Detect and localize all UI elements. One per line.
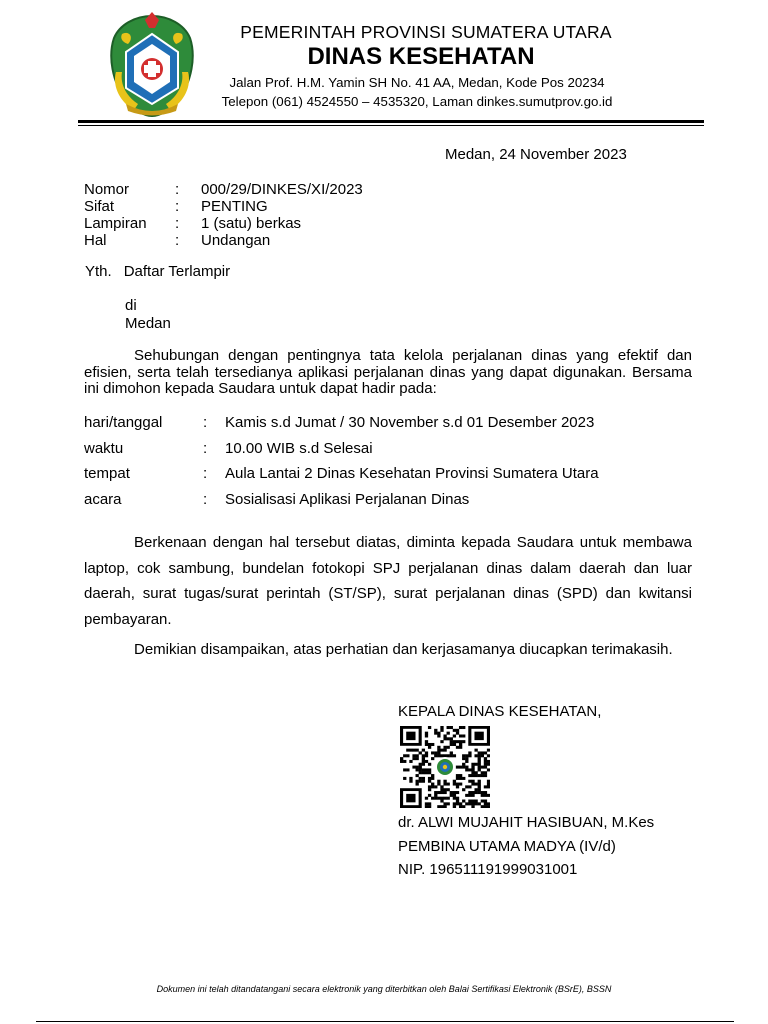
intro-paragraph: Sehubungan dengan pentingnya tata kelola perjalanan dinas yang efektif dan efisien, serta telah tersedianya aplikasi perjalanan dinas yang dapat digunakan. Bersama ini dimohon kepada Saudara untuk dapat hadir pada: bbox=[84, 347, 692, 397]
meta-colon: : bbox=[175, 215, 180, 232]
meta-value: Undangan bbox=[201, 232, 271, 249]
detail-value: 10.00 WIB s.d Selesai bbox=[225, 439, 373, 457]
letterhead-divider bbox=[78, 120, 704, 123]
meta-label: Sifat bbox=[84, 198, 115, 215]
meta-colon: : bbox=[175, 198, 180, 215]
recipient-line bbox=[85, 263, 230, 280]
detail-colon: : bbox=[203, 465, 208, 482]
detail-value: Kamis s.d Jumat / 30 November s.d 01 Desember 2023 bbox=[225, 414, 595, 431]
body-paragraph: Berkenaan dengan hal tersebut diatas, diminta kepada Saudara untuk membawa laptop, cok sambung, bundelan fotokopi SPJ perjalanan dinas dalam daerah dan luar daerah, surat tugas/surat perintah (ST/SP), surat perjalanan dinas (SPD) dan kwitansi pembayaran. bbox=[84, 534, 692, 628]
recipient-di: di bbox=[125, 297, 137, 314]
esign-footnote: Dokumen ini telah ditandatangani secara elektronik yang diterbitkan oleh Balai Sertifikasi Elektronik (BSrE), BSSN bbox=[156, 984, 612, 994]
bottom-rule bbox=[36, 1021, 734, 1022]
meta-colon: : bbox=[175, 232, 180, 249]
qr-code-icon bbox=[400, 726, 490, 808]
letterhead-divider-thin bbox=[78, 125, 704, 126]
recipient-prefix: Yth. bbox=[85, 263, 112, 280]
meta-value: 000/29/DINKES/XI/2023 bbox=[201, 181, 363, 198]
detail-value: Sosialisasi Aplikasi Perjalanan Dinas bbox=[225, 490, 470, 508]
detail-colon: : bbox=[203, 439, 208, 457]
provincial-emblem-icon bbox=[108, 12, 196, 118]
meta-row-sifat bbox=[84, 198, 363, 215]
letterhead-agency: DINAS KESEHATAN bbox=[307, 43, 535, 70]
meta-label: Hal bbox=[84, 232, 107, 249]
meta-value: 1 (satu) berkas bbox=[201, 215, 302, 232]
signatory-position: KEPALA DINAS KESEHATAN, bbox=[398, 703, 602, 720]
detail-value: Aula Lantai 2 Dinas Kesehatan Provinsi Sumatera Utara bbox=[225, 465, 599, 482]
letterhead-government: PEMERINTAH PROVINSI SUMATERA UTARA bbox=[240, 22, 612, 42]
signatory-rank: PEMBINA UTAMA MADYA (IV/d) bbox=[398, 837, 616, 855]
letter-meta-table bbox=[84, 181, 363, 249]
letter-date: Medan, 24 November 2023 bbox=[445, 146, 627, 163]
meta-value: PENTING bbox=[201, 198, 268, 215]
closing-paragraph: Demikian disampaikan, atas perhatian dan kerjasamanya diucapkan terimakasih. bbox=[134, 641, 673, 658]
detail-colon: : bbox=[203, 414, 208, 431]
recipient-city: Medan bbox=[125, 315, 171, 332]
meta-label: Lampiran bbox=[84, 215, 147, 232]
letterhead-contact: Telepon (061) 4524550 – 4535320, Laman dinkes.sumutprov.go.id bbox=[221, 94, 613, 109]
letterhead-address: Jalan Prof. H.M. Yamin SH No. 41 AA, Medan, Kode Pos 20234 bbox=[229, 75, 605, 90]
meta-colon: : bbox=[175, 181, 180, 198]
detail-label: tempat bbox=[84, 465, 130, 482]
signatory-name: dr. ALWI MUJAHIT HASIBUAN, M.Kes bbox=[398, 814, 655, 831]
meta-row-hal bbox=[84, 232, 363, 249]
detail-label: acara bbox=[84, 490, 122, 508]
signatory-nip: NIP. 196511191999031001 bbox=[398, 861, 578, 878]
meta-row-lampiran bbox=[84, 215, 363, 232]
detail-label: hari/tanggal bbox=[84, 414, 163, 431]
signatory-block bbox=[398, 811, 654, 882]
detail-colon: : bbox=[203, 490, 208, 508]
recipient-name: Daftar Terlampir bbox=[123, 263, 231, 280]
detail-label: waktu bbox=[84, 439, 124, 457]
meta-row-nomor bbox=[84, 181, 363, 198]
meta-label: Nomor bbox=[84, 181, 130, 198]
